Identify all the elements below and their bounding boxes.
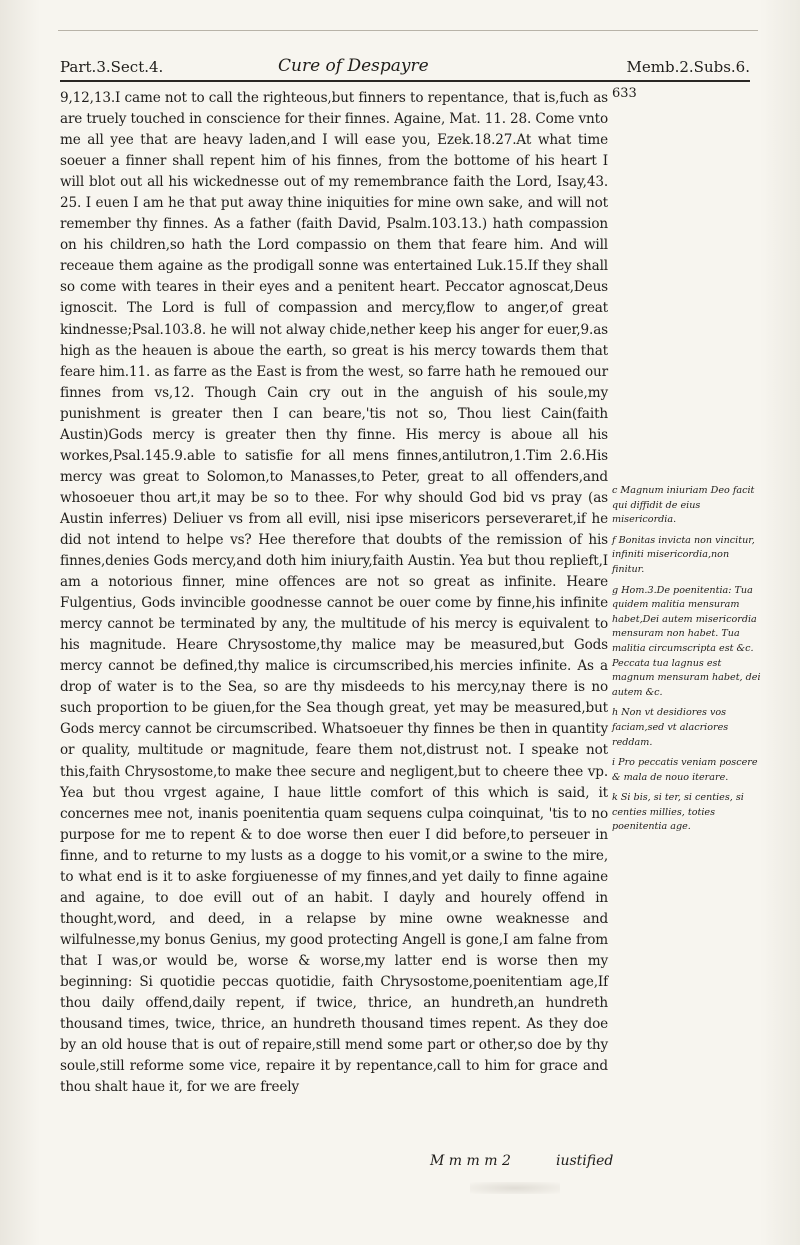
margin-note: h Non vt desidiores vos faciam,sed vt alacriores reddam.: [612, 707, 729, 748]
running-header: [60, 56, 750, 78]
header-part-section: Part.3.Sect.4.: [60, 58, 164, 76]
signature-mark: M m m m 2: [430, 1153, 511, 1169]
margin-note: f Bonitas invicta non vincitur, infiniti misericordia,non finitur.: [612, 534, 755, 575]
margin-note: k Si bis, si ter, si centies, si centies millies, toties poenitentia age.: [612, 792, 744, 833]
ink-smudge: [470, 1182, 560, 1194]
page-top-edge: [58, 30, 758, 31]
header-member-subsection: Memb.2.Subs.6.: [626, 58, 750, 76]
header-title: Cure of Despayre: [278, 56, 429, 76]
margin-note: c Magnum iniuriam Deo facit qui diffidit de eius misericordia.: [612, 485, 755, 526]
catchword: iustified: [556, 1153, 614, 1169]
margin-notes: [612, 484, 762, 841]
main-text-block: [60, 88, 608, 1098]
header-rule: [60, 80, 750, 82]
page-number: 633: [612, 86, 637, 101]
margin-note: i Pro peccatis veniam poscere & mala de nouo iterare.: [612, 757, 758, 783]
body-paragraph: 9,12,13.I came not to call the righteous,but finners to repentance, that is,fuch as are truely touched in conscience for their finnes. Againe, Mat. 11. 28. Come vnto me all yee that are heavy laden,and I will ease you, Ezek.18.27.At what time soeuer a finner shall repent him of his finnes, from the bottome of his heart I will blot out all his wickednesse out of my remembrance faith the Lord, Isay,43. 25. I euen I am he that put away thine iniquities for mine own sake, and will not remember thy finnes. As a father (faith David, Psalm.103.13.) hath compassion on his children,so hath the Lord compassio on them that feare him. And will receaue them againe as the prodigall sonne was entertained Luk.15.If they shall so come with teares in their eyes and a penitent heart. Peccator agnoscat,Deus ignoscit. The Lord is full of compassion and mercy,flow to anger,of great kindnesse;Psal.103.8. he will not alway chide,nether keep his anger for euer,9.as high as the heauen is aboue the earth, so great is his mercy towards them that feare him.11. as farre as the East is from the west, so farre hath he remoued our finnes from vs,12. Though Cain cry out in the anguish of his soule,my punishment is greater then I can beare,'tis not so, Thou liest Cain(faith Austin)Gods mercy is greater then thy finne. His mercy is aboue all his workes,Psal.145.9.able to satisfie for all mens finnes,antilutron,1.Tim 2.6.His mercy was great to Solomon,to Manasses,to Peter, great to all offenders,and whosoeuer thou art,it may be so to thee. For why should God bid vs pray (as Austin inferres) Deliuer vs from all evill, nisi ipse misericors perseveraret,if he did not intend to helpe vs? Hee therefore that doubts of the remission of his finnes,denies Gods mercy,and doth him iniury,faith Austin. Yea but thou replieft,I am a notorious finner, mine offences are not so great as infinite. Heare Fulgentius, Gods invincible goodnesse cannot be ouer come by finne,his infinite mercy cannot be terminated by any, the multitude of his mercy is equivalent to his magnitude. Heare Chrysostome,thy malice may be measured,but Gods mercy cannot be defined,thy malice is circumscribed,his mercies infinite. As a drop of water is to the Sea, so are thy misdeeds to his mercy,nay there is no such proportion to be giuen,for the Sea though great, yet may be measured,but Gods mercy cannot be circumscribed. Whatsoeuer thy finnes be then in quantity or quality, multitude or magnitude, feare them not,distrust not. I speake not this,faith Chrysostome,to make thee secure and negligent,but to cheere thee vp. Yea but thou vrgest againe, I haue little comfort of this which is said, it concernes mee not, inanis poenitentia quam sequens culpa coinquinat, 'tis to no purpose for me to repent & to doe worse then euer I did before,to perseuer in finne, and to returne to my lusts as a dogge to his vomit,or a swine to the mire, to what end is it to aske forgiuenesse of my finnes,and yet daily to finne againe and againe, to doe evill out of an habit. I dayly and hourely offend in thought,word, and deed, in a relapse by mine owne weaknesse and wilfulnesse,my bonus Genius, my good protecting Angell is gone,I am falne from that I was,or would be, worse & worse,my latter end is worse then my beginning: Si quotidie peccas quotidie, faith Chrysostome,poenitentiam age,If thou daily offend,daily repent, if twice, thrice, an hundreth,an hundreth thousand times, twice, thrice, an hundreth thousand times repent. As they doe by an old house that is out of repaire,still mend some part or other,so doe by thy soule,still reforme some vice, repaire it by repentance,call to him for grace and thou shalt haue it, for we are freely: [60, 90, 608, 1096]
margin-note: g Hom.3.De poenitentia: Tua quidem malitia mensuram habet,Dei autem misericordia mensuram non habet. Tua malitia circumscripta est &c. Peccata tua lagnus est magnum mensuram habet, dei autem &c.: [612, 584, 761, 698]
